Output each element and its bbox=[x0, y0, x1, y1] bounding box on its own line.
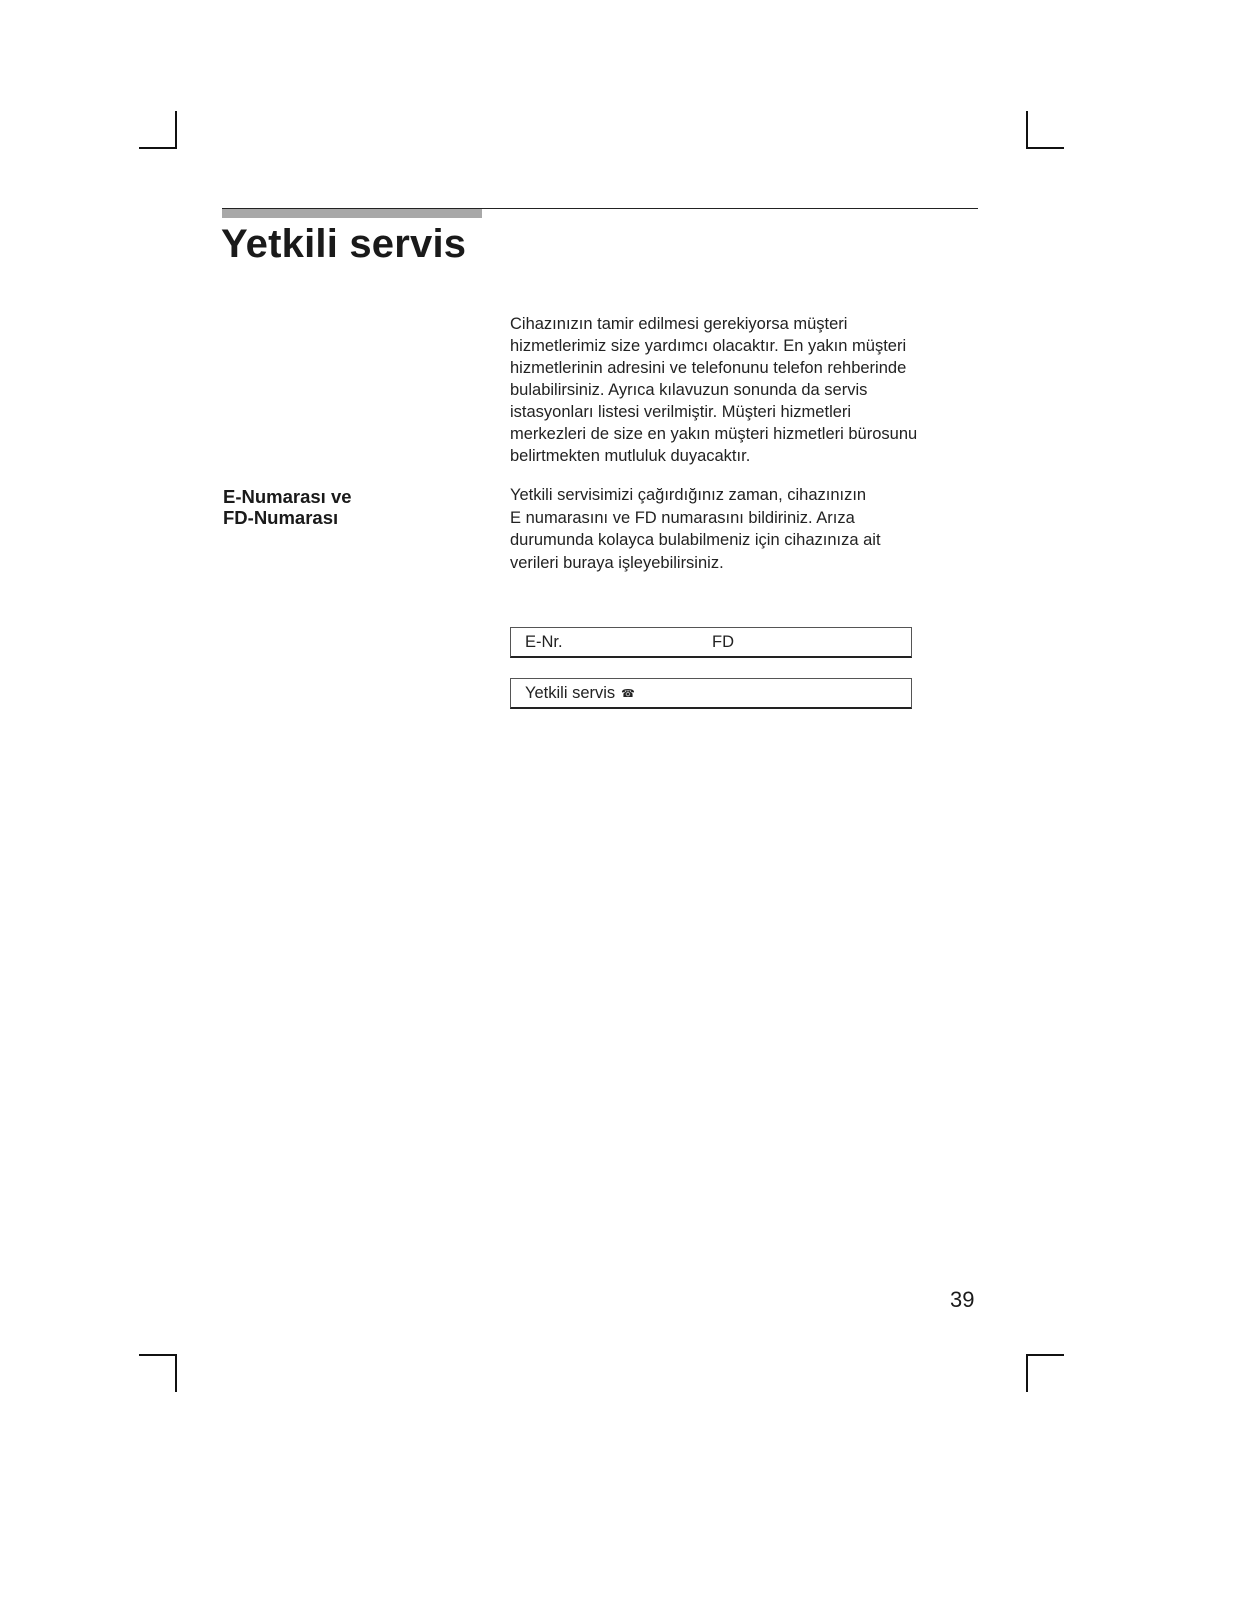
crop-mark-bottom-right bbox=[1026, 1354, 1064, 1356]
crop-mark-top-left bbox=[139, 147, 177, 149]
intro-line: istasyonları listesi verilmiştir. Müşteri hizmetleri bbox=[510, 403, 852, 421]
intro-line: hizmetlerinin adresini ve telefonunu telefon rehberinde bbox=[510, 359, 907, 377]
section-line: Yetkili servisimizi çağırdığınız zaman, cihazınızın bbox=[510, 486, 867, 504]
e-nr-label: E-Nr. bbox=[525, 633, 563, 651]
crop-mark-top-left bbox=[175, 111, 177, 149]
section-line: durumunda kolayca bulabilmeniz için cihazınıza ait bbox=[510, 531, 881, 549]
e-nr-fd-field[interactable] bbox=[510, 627, 912, 658]
section-paragraph bbox=[510, 484, 980, 574]
crop-mark-bottom-left bbox=[175, 1354, 177, 1392]
service-label: Yetkili servis bbox=[525, 684, 616, 702]
crop-mark-bottom-left bbox=[139, 1354, 177, 1356]
intro-line: merkezleri de size en yakın müşteri hizmetleri bürosunu bbox=[510, 425, 918, 443]
service-field-label bbox=[525, 684, 635, 703]
telephone-icon: ☎ bbox=[621, 688, 635, 700]
section-line: verileri buraya işleyebilirsiniz. bbox=[510, 553, 724, 572]
header-accent-bar bbox=[222, 209, 482, 218]
section-line: E numarasını ve FD numarasını bildiriniz. Arıza bbox=[510, 508, 855, 527]
intro-paragraph bbox=[510, 313, 980, 467]
fd-label: FD bbox=[712, 633, 734, 651]
crop-mark-bottom-right bbox=[1026, 1354, 1028, 1392]
page-title: Yetkili servis bbox=[221, 222, 467, 266]
intro-line: Cihazınızın tamir edilmesi gerekiyorsa müşteri bbox=[510, 315, 848, 333]
section-heading-line: E-Numarası ve bbox=[223, 486, 352, 507]
intro-line: hizmetlerimiz size yardımcı olacaktır. En yakın müşteri bbox=[510, 337, 907, 355]
section-heading bbox=[223, 486, 352, 528]
intro-line: belirtmekten mutluluk duyacaktır. bbox=[510, 447, 751, 465]
intro-line: bulabilirsiniz. Ayrıca kılavuzun sonunda da servis bbox=[510, 381, 868, 399]
crop-mark-top-right bbox=[1026, 111, 1028, 149]
service-phone-field[interactable] bbox=[510, 678, 912, 709]
section-heading-line: FD-Numarası bbox=[223, 507, 339, 528]
page-number: 39 bbox=[950, 1287, 975, 1312]
crop-mark-top-right bbox=[1026, 147, 1064, 149]
